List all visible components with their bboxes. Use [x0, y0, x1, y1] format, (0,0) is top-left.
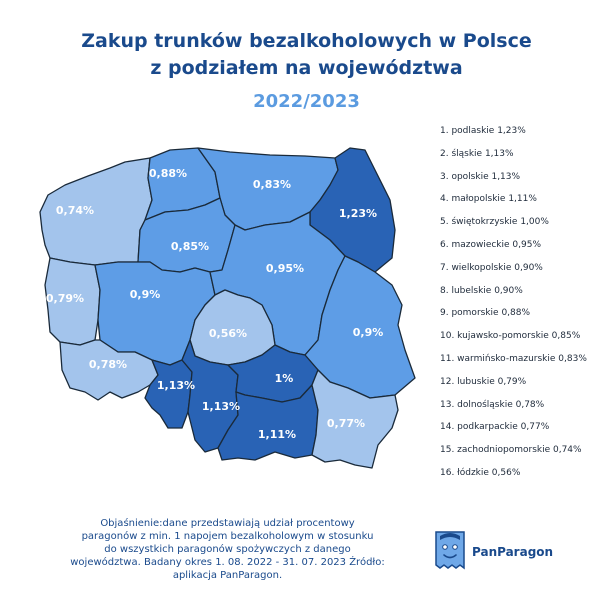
region-value-label: 0,9%	[352, 326, 384, 339]
ranking-item: 15. zachodniopomorskie 0,74%	[440, 445, 582, 456]
ranking-item: 11. warmińsko-mazurskie 0,83%	[440, 353, 587, 364]
region-value-label: 0,56%	[208, 327, 248, 340]
ranking-item: 14. podkarpackie 0,77%	[440, 422, 550, 433]
region-value-label: 1,13%	[156, 379, 196, 392]
ranking-item: 12. lubuskie 0,79%	[440, 376, 527, 387]
ranking-item: 16. łódzkie 0,56%	[440, 467, 521, 478]
footnote-line-4: województwa. Badany okres 1. 08. 2022 - 31. 07. 2023 Źródło:	[70, 557, 385, 568]
footnote-line-3: do wszystkich paragonów spożywczych z danego	[104, 544, 351, 555]
footnote-line-1: Objaśnienie:dane przedstawiają udział procentowy	[100, 518, 355, 529]
ranking-item: 9. pomorskie 0,88%	[440, 308, 531, 319]
title-line-1: Zakup trunków bezalkoholowych w Polsce	[81, 30, 532, 52]
ranking-item: 13. dolnośląskie 0,78%	[440, 399, 545, 410]
region-value-label: 1,11%	[257, 428, 297, 441]
region-value-label: 0,79%	[45, 292, 85, 305]
ranking-item: 4. małopolskie 1,11%	[440, 194, 537, 205]
brand-name: PanParagon	[472, 545, 554, 559]
title-line-2: z podziałem na województwa	[150, 57, 463, 79]
region-value-label: 1%	[274, 372, 294, 385]
region-value-label: 0,85%	[170, 240, 210, 253]
region-value-label: 0,78%	[88, 358, 128, 371]
region-value-label: 0,77%	[326, 417, 366, 430]
ranking-item: 1. podlaskie 1,23%	[440, 126, 526, 136]
region-value-label: 0,95%	[265, 262, 305, 275]
region-value-label: 0,88%	[148, 167, 188, 180]
methodology-footnote	[70, 517, 385, 582]
region-value-label: 1,23%	[338, 207, 378, 220]
region-value-label: 0,9%	[129, 288, 161, 301]
ranking-item: 7. wielkopolskie 0,90%	[440, 262, 543, 273]
ranking-item: 10. kujawsko-pomorskie 0,85%	[440, 331, 581, 342]
region-value-label: 1,13%	[201, 400, 241, 413]
subtitle-period: 2022/2023	[253, 91, 360, 112]
region-value-label: 0,74%	[55, 204, 95, 217]
region-value-label: 0,83%	[252, 178, 292, 191]
footnote-line-2: paragonów z min. 1 napojem bezalkoholowym w stosunku	[81, 531, 374, 542]
ranking-item: 6. mazowieckie 0,95%	[440, 239, 542, 250]
ranking-item: 5. świętokrzyskie 1,00%	[440, 217, 549, 228]
ranking-list	[440, 122, 587, 487]
footnote-line-5: aplikacja PanParagon.	[172, 570, 283, 581]
ranking-item: 3. opolskie 1,13%	[440, 171, 521, 182]
panparagon-receipt-face-icon	[432, 530, 468, 574]
ranking-item: 2. śląskie 1,13%	[440, 148, 514, 159]
ranking-item: 8. lubelskie 0,90%	[440, 285, 523, 296]
